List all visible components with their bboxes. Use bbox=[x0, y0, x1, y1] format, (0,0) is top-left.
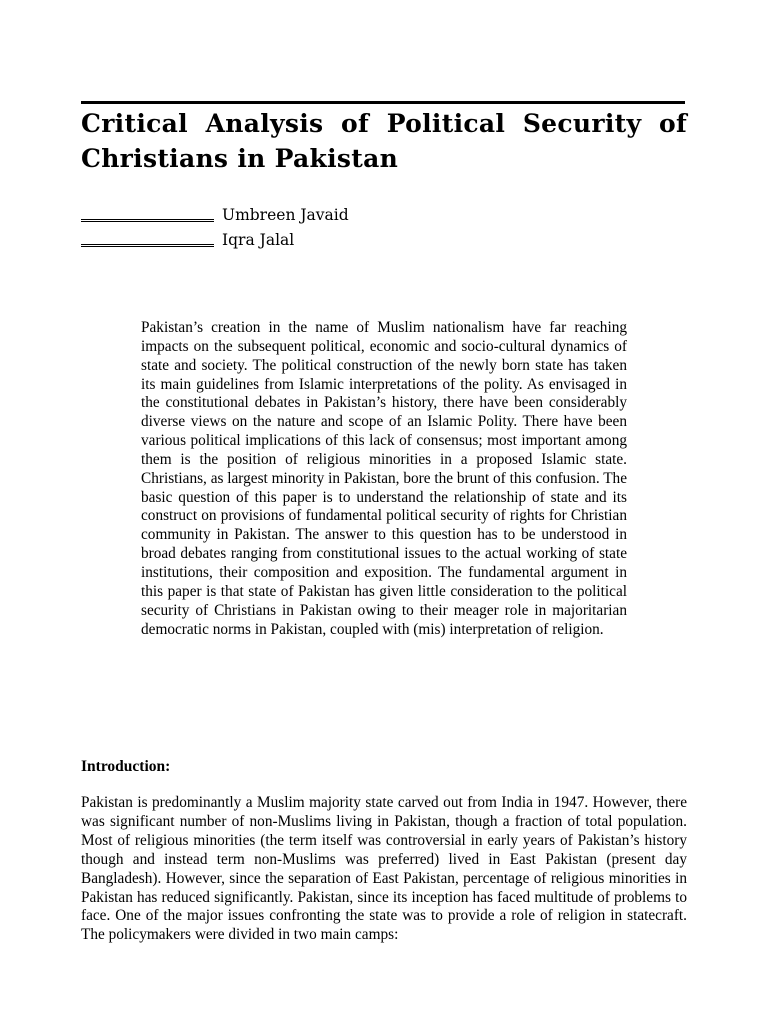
article-title: Critical Analysis of Political Security of Christians in Pakistan bbox=[81, 109, 687, 173]
author-rule bbox=[81, 244, 214, 247]
author-rule bbox=[81, 219, 214, 222]
abstract-paragraph: Pakistan’s creation in the name of Muslim nationalism have far reaching impacts on the subsequent political, economic and socio-cultural dynamics of state and society. The political construction of the newly born state has taken its main guidelines from Islamic interpretations of the polity. As envisaged in the constitutional debates in Pakistan’s history, there have been considerably diverse views on the nature and scope of an Islamic Polity. There have been various political implications of this lack of consensus; most important among them is the position of religious minorities in a proposed Islamic state. Christians, as largest minority in Pakistan, bore the brunt of this confusion. The basic question of this paper is to understand the relationship of state and its construct on provisions of fundamental political security of rights for Christian community in Pakistan. The answer to this question has to be understood in broad debates ranging from constitutional issues to the actual working of state institutions, their composition and exposition. The fundamental argument in this paper is that state of Pakistan has given little consideration to the political security of Christians in Pakistan owing to their meager role in majoritarian democratic norms in Pakistan, coupled with (mis) interpretation of religion. bbox=[141, 319, 627, 638]
author-line-1 bbox=[81, 203, 349, 227]
title-top-rule bbox=[81, 101, 685, 104]
author-name: Umbreen Javaid bbox=[222, 206, 349, 224]
introduction-paragraph: Pakistan is predominantly a Muslim majority state carved out from India in 1947. However, there was significant number of non-Muslims living in Pakistan, though a fraction of total population. Most of religious minorities (the term itself was controversial in early years of Pakistan’s history though and instead term non-Muslims was preferred) lived in East Pakistan (present day Bangladesh). However, since the separation of East Pakistan, percentage of religious minorities in Pakistan has reduced significantly. Pakistan, since its inception has faced multitude of problems to face. One of the major issues confronting the state was to provide a role of religion in statecraft. The policymakers were divided in two main camps: bbox=[81, 794, 687, 944]
author-line-2 bbox=[81, 228, 294, 252]
author-name: Iqra Jalal bbox=[222, 231, 295, 249]
section-heading-introduction: Introduction: bbox=[81, 758, 171, 775]
